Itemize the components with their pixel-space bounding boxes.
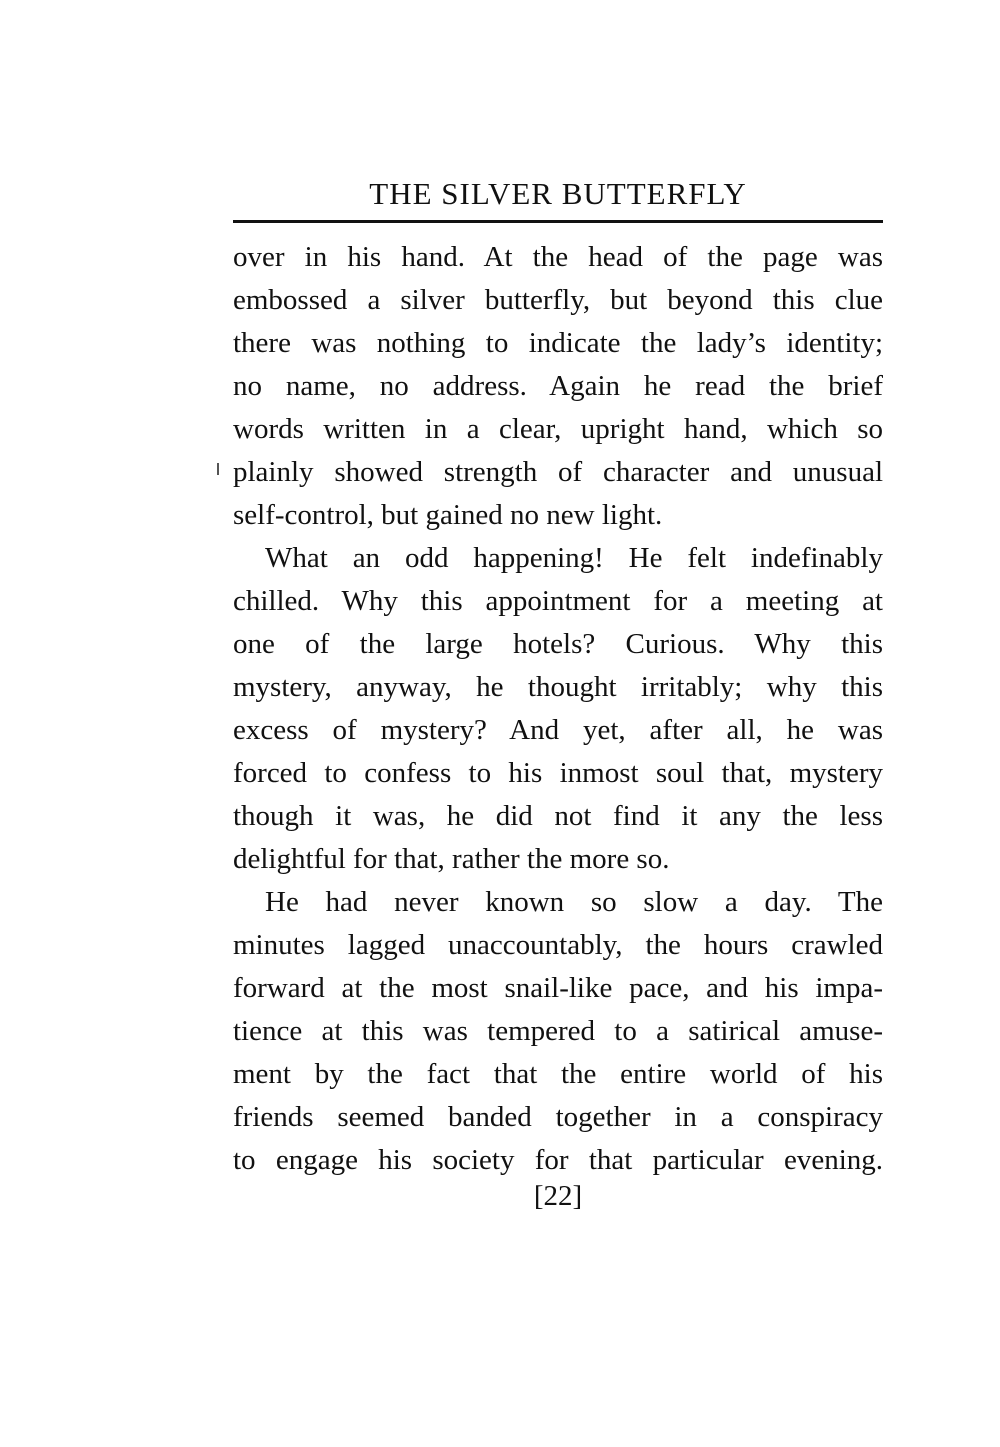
- text-line: one of the large hotels? Curious. Why this: [233, 628, 883, 660]
- text-line: minutes lagged unaccountably, the hours crawled: [233, 929, 883, 961]
- text-line: though it was, he did not find it any the less: [233, 800, 883, 832]
- text-line: no name, no address. Again he read the brief: [233, 370, 883, 402]
- page-number: [22]: [533, 1180, 583, 1212]
- text-line: to engage his society for that particular evening.: [233, 1144, 883, 1176]
- text-line: excess of mystery? And yet, after all, he was: [233, 714, 883, 746]
- text-line: What an odd happening! He felt indefinably: [265, 542, 883, 574]
- paragraph-1: [233, 236, 883, 537]
- text-line: there was nothing to indicate the lady’s identity;: [233, 327, 883, 359]
- text-line: plainly showed strength of character and unusual: [233, 456, 883, 488]
- text-line: He had never known so slow a day. The: [265, 886, 883, 918]
- text-line: ment by the fact that the entire world of his: [233, 1058, 883, 1090]
- text-line: mystery, anyway, he thought irritably; why this: [233, 671, 883, 703]
- paragraph-2: [233, 537, 883, 881]
- text-line: tience at this was tempered to a satirical amuse-: [233, 1015, 883, 1047]
- header-rule: [233, 220, 883, 223]
- text-line: self-control, but gained no new light.: [233, 499, 663, 531]
- text-line: forward at the most snail-like pace, and his impa-: [233, 972, 883, 1004]
- text-line: delightful for that, rather the more so.: [233, 843, 670, 875]
- running-head: THE SILVER BUTTERFLY: [369, 176, 747, 211]
- text-line: friends seemed banded together in a conspiracy: [233, 1101, 883, 1133]
- paragraph-3: [233, 881, 883, 1182]
- text-line: embossed a silver butterfly, but beyond this clue: [233, 284, 883, 316]
- text-line: chilled. Why this appointment for a meeting at: [233, 585, 883, 617]
- text-line: words written in a clear, upright hand, which so: [233, 413, 883, 445]
- text-line: over in his hand. At the head of the page was: [233, 241, 883, 273]
- body-text: [233, 236, 883, 1182]
- text-line: forced to confess to his inmost soul that, mystery: [233, 757, 883, 789]
- margin-mark: [217, 463, 219, 475]
